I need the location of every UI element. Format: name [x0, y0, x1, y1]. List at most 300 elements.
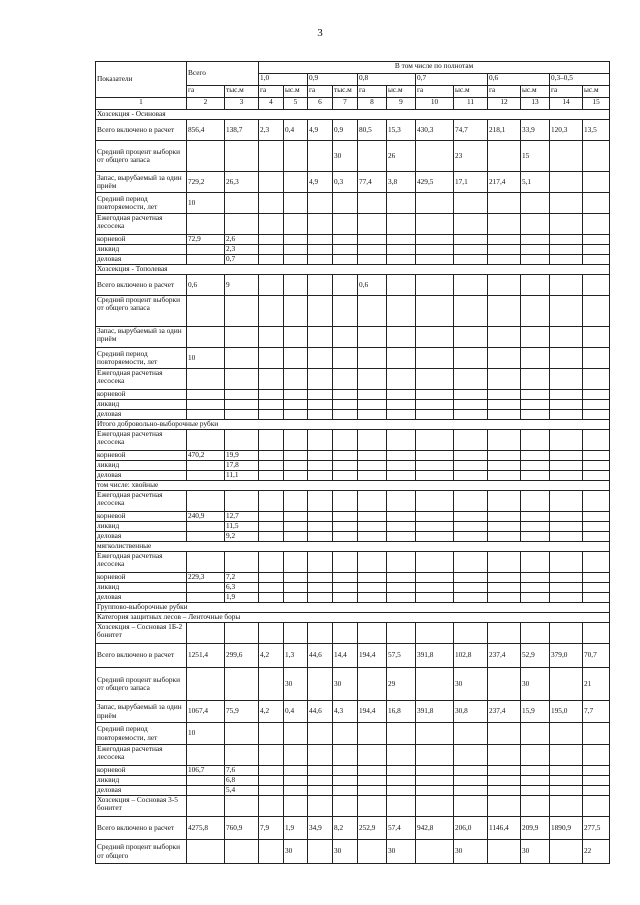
table-cell: [187, 327, 225, 348]
row-label: Ежегодная расчетная лесосека: [96, 430, 187, 451]
row-label: корневой: [96, 390, 187, 400]
table-cell: [387, 583, 416, 593]
table-cell: [416, 214, 454, 235]
table-cell: [333, 532, 358, 542]
table-cell: 195,0: [550, 701, 583, 723]
table-cell: [358, 410, 387, 420]
table-cell: [358, 369, 387, 390]
table-cell: [284, 172, 308, 193]
table-cell: [488, 348, 521, 369]
table-cell: [416, 840, 454, 864]
table-cell: [550, 623, 583, 644]
table-cell: [550, 573, 583, 583]
table-cell: [387, 786, 416, 796]
table-cell: [521, 796, 550, 817]
section-row: [96, 542, 610, 552]
table-cell: [488, 532, 521, 542]
table-cell: [454, 275, 488, 296]
table-cell: [387, 491, 416, 512]
table-cell: [387, 255, 416, 265]
table-cell: [454, 430, 488, 451]
table-cell: [521, 245, 550, 255]
table-cell: 10: [187, 348, 225, 369]
table-cell: [550, 776, 583, 786]
table-cell: [454, 327, 488, 348]
table-cell: [521, 235, 550, 245]
table-cell: [308, 532, 333, 542]
table-cell: [358, 573, 387, 583]
table-cell: [521, 400, 550, 410]
table-cell: [284, 461, 308, 471]
table-cell: [454, 552, 488, 573]
table-cell: [550, 327, 583, 348]
table-cell: [333, 723, 358, 745]
column-number: 4: [259, 98, 284, 110]
table-row: [96, 120, 610, 141]
table-cell: [308, 348, 333, 369]
table-cell: [550, 400, 583, 410]
row-label: деловая: [96, 532, 187, 542]
table-cell: [259, 451, 284, 461]
table-cell: 942,8: [416, 817, 454, 840]
table-cell: [187, 214, 225, 235]
unit-label: ыс.м: [455, 85, 470, 94]
table-cell: 4,2: [259, 701, 284, 723]
table-row: [96, 214, 610, 235]
table-cell: [488, 193, 521, 214]
table-cell: [583, 275, 610, 296]
table-cell: [308, 840, 333, 864]
table-cell: 12,7: [225, 512, 259, 522]
density-group-header: 0,8: [358, 74, 416, 86]
table-cell: [387, 348, 416, 369]
row-label: деловая: [96, 255, 187, 265]
table-cell: 229,3: [187, 573, 225, 583]
table-cell: [550, 451, 583, 461]
row-label: ликвид: [96, 245, 187, 255]
table-cell: 120,3: [550, 120, 583, 141]
table-cell: [488, 491, 521, 512]
table-cell: 80,5: [358, 120, 387, 141]
table-cell: [550, 245, 583, 255]
table-row: [96, 745, 610, 766]
table-cell: [550, 410, 583, 420]
table-cell: [225, 668, 259, 701]
header-incl-by-stand: В том числе по полнотам: [259, 62, 610, 74]
table-cell: 7,7: [583, 701, 610, 723]
table-cell: [187, 552, 225, 573]
table-cell: [454, 245, 488, 255]
column-number: 3: [225, 98, 259, 110]
table-cell: [521, 471, 550, 481]
table-cell: [358, 532, 387, 542]
table-cell: [583, 296, 610, 327]
table-cell: [521, 369, 550, 390]
table-row: [96, 430, 610, 451]
table-cell: [488, 573, 521, 583]
table-cell: [187, 532, 225, 542]
row-label: Ежегодная расчетная лесосека: [96, 369, 187, 390]
table-cell: [358, 327, 387, 348]
table-cell: [333, 327, 358, 348]
table-cell: [187, 491, 225, 512]
column-number: 1: [96, 98, 187, 110]
table-cell: [416, 786, 454, 796]
table-cell: [521, 275, 550, 296]
table-row: [96, 786, 610, 796]
table-cell: [454, 766, 488, 776]
unit-superscript: 3: [351, 85, 355, 88]
table-cell: [521, 723, 550, 745]
table-cell: 2,3: [225, 245, 259, 255]
table-cell: [358, 840, 387, 864]
table-cell: [387, 296, 416, 327]
row-label: корневой: [96, 512, 187, 522]
row-label: ликвид: [96, 400, 187, 410]
table-cell: 19,9: [225, 451, 259, 461]
unit-label: га: [489, 85, 496, 94]
table-cell: 194,4: [358, 644, 387, 668]
table-row: [96, 817, 610, 840]
table-cell: [284, 369, 308, 390]
table-cell: [333, 796, 358, 817]
table-cell: [583, 491, 610, 512]
table-cell: 7,6: [225, 766, 259, 776]
unit-label: га: [260, 85, 267, 94]
row-label: Средний период повторяемости, лет: [96, 348, 187, 369]
unit-label: га: [188, 85, 195, 94]
row-label: ликвид: [96, 776, 187, 786]
table-cell: [333, 491, 358, 512]
table-cell: [454, 410, 488, 420]
table-cell: [333, 745, 358, 766]
table-cell: [333, 593, 358, 603]
table-cell: [488, 296, 521, 327]
row-label: корневой: [96, 766, 187, 776]
table-cell: [259, 593, 284, 603]
table-cell: [284, 471, 308, 481]
table-cell: [550, 786, 583, 796]
table-cell: 70,7: [583, 644, 610, 668]
table-cell: [259, 776, 284, 786]
table-cell: 1146,4: [488, 817, 521, 840]
table-cell: [333, 214, 358, 235]
table-cell: [583, 573, 610, 583]
table-cell: [521, 327, 550, 348]
table-cell: 277,5: [583, 817, 610, 840]
table-cell: [583, 552, 610, 573]
table-cell: [187, 623, 225, 644]
table-cell: 2,3: [259, 120, 284, 141]
table-cell: [259, 786, 284, 796]
table-cell: [187, 296, 225, 327]
table-cell: [521, 214, 550, 235]
table-cell: [521, 766, 550, 776]
table-cell: 1067,4: [187, 701, 225, 723]
table-cell: [583, 172, 610, 193]
table-cell: [308, 461, 333, 471]
table-cell: 30: [284, 668, 308, 701]
table-cell: [583, 400, 610, 410]
unit-header: [333, 86, 358, 98]
table-cell: [416, 745, 454, 766]
table-cell: [521, 193, 550, 214]
table-cell: [521, 512, 550, 522]
table-cell: [284, 766, 308, 776]
table-cell: [521, 552, 550, 573]
table-cell: 57,4: [387, 817, 416, 840]
table-cell: [358, 296, 387, 327]
forest-cutting-table: [95, 61, 610, 864]
unit-header: [358, 86, 387, 98]
table-cell: [416, 776, 454, 786]
table-cell: [187, 245, 225, 255]
table-cell: [416, 296, 454, 327]
table-cell: [187, 461, 225, 471]
column-number: 11: [454, 98, 488, 110]
table-cell: 30: [521, 668, 550, 701]
table-cell: [550, 723, 583, 745]
table-cell: 8,2: [333, 817, 358, 840]
table-cell: [284, 532, 308, 542]
table-cell: [308, 745, 333, 766]
table-cell: [284, 193, 308, 214]
table-cell: [333, 522, 358, 532]
table-row: [96, 583, 610, 593]
row-label: ликвид: [96, 461, 187, 471]
table-row: [96, 512, 610, 522]
unit-label: тыс.м: [226, 85, 244, 94]
table-cell: [187, 745, 225, 766]
table-cell: [488, 593, 521, 603]
column-number: 9: [387, 98, 416, 110]
table-cell: 391,8: [416, 701, 454, 723]
table-cell: [488, 214, 521, 235]
table-cell: [416, 593, 454, 603]
table-cell: 299,6: [225, 644, 259, 668]
column-number: 2: [187, 98, 225, 110]
table-row: [96, 400, 610, 410]
table-cell: [454, 369, 488, 390]
table-cell: [416, 532, 454, 542]
table-cell: [550, 348, 583, 369]
table-body: [96, 110, 610, 864]
row-label: Ежегодная расчетная лесосека: [96, 214, 187, 235]
table-cell: 30: [333, 840, 358, 864]
table-cell: [358, 593, 387, 603]
table-row: [96, 296, 610, 327]
table-cell: [454, 471, 488, 481]
table-cell: [358, 451, 387, 461]
table-cell: 52,9: [521, 644, 550, 668]
table-cell: [259, 840, 284, 864]
table-cell: [488, 451, 521, 461]
table-cell: [225, 745, 259, 766]
table-cell: 30: [284, 840, 308, 864]
table-cell: [284, 275, 308, 296]
table-cell: [416, 275, 454, 296]
table-cell: 72,9: [187, 235, 225, 245]
table-cell: [521, 776, 550, 786]
table-cell: [416, 193, 454, 214]
table-cell: [187, 400, 225, 410]
row-label: деловая: [96, 593, 187, 603]
table-cell: [358, 786, 387, 796]
table-cell: [259, 532, 284, 542]
table-cell: [583, 451, 610, 461]
table-cell: [259, 141, 284, 172]
table-cell: [416, 451, 454, 461]
row-label: Всего включено в расчет: [96, 120, 187, 141]
table-cell: [358, 766, 387, 776]
table-cell: [387, 623, 416, 644]
table-cell: [358, 348, 387, 369]
table-cell: [454, 390, 488, 400]
table-cell: [521, 745, 550, 766]
table-row: [96, 668, 610, 701]
table-cell: [416, 348, 454, 369]
table-cell: [488, 235, 521, 245]
table-cell: [308, 327, 333, 348]
unit-header: [225, 86, 259, 98]
table-cell: [259, 668, 284, 701]
table-cell: [259, 390, 284, 400]
table-cell: [550, 390, 583, 400]
table-cell: [583, 245, 610, 255]
table-cell: [308, 255, 333, 265]
table-cell: [308, 296, 333, 327]
table-cell: 10: [187, 193, 225, 214]
table-cell: [550, 491, 583, 512]
table-cell: [454, 583, 488, 593]
table-cell: [488, 776, 521, 786]
density-group-header: 0,6: [488, 74, 550, 86]
table-row: [96, 796, 610, 817]
table-cell: [488, 745, 521, 766]
table-cell: 856,4: [187, 120, 225, 141]
table-cell: 22: [583, 840, 610, 864]
row-label: Средний процент выборки от общего запаса: [96, 296, 187, 327]
table-cell: [583, 390, 610, 400]
table-row: [96, 348, 610, 369]
table-cell: 7,2: [225, 573, 259, 583]
table-cell: [387, 327, 416, 348]
table-cell: [387, 400, 416, 410]
table-cell: [583, 532, 610, 542]
table-cell: [387, 451, 416, 461]
table-row: [96, 275, 610, 296]
table-cell: [550, 193, 583, 214]
table-cell: [284, 400, 308, 410]
table-cell: [488, 255, 521, 265]
section-row: [96, 603, 610, 613]
table-cell: [550, 471, 583, 481]
table-cell: 379,0: [550, 644, 583, 668]
table-cell: 30: [333, 668, 358, 701]
table-cell: [488, 623, 521, 644]
table-cell: [454, 573, 488, 583]
density-group-header: 0,7: [416, 74, 488, 86]
column-number-row: [96, 98, 610, 110]
table-cell: 30: [333, 141, 358, 172]
table-row: [96, 172, 610, 193]
table-cell: [187, 471, 225, 481]
table-cell: 11,1: [225, 471, 259, 481]
table-cell: [358, 623, 387, 644]
row-label: Средний период повторяемости, лет: [96, 723, 187, 745]
table-cell: [550, 296, 583, 327]
table-cell: [488, 583, 521, 593]
table-cell: [308, 766, 333, 776]
table-cell: 13,5: [583, 120, 610, 141]
row-label: Хозсекция – Сосновая 3-5 бонитет: [96, 796, 187, 817]
table-row: [96, 644, 610, 668]
column-number: 12: [488, 98, 521, 110]
table-cell: 16,8: [387, 701, 416, 723]
table-cell: [521, 430, 550, 451]
table-cell: [416, 583, 454, 593]
table-cell: [187, 141, 225, 172]
table-cell: [284, 327, 308, 348]
table-cell: [454, 593, 488, 603]
table-cell: [454, 193, 488, 214]
table-cell: [387, 522, 416, 532]
column-number: 14: [550, 98, 583, 110]
table-cell: [308, 796, 333, 817]
table-cell: [387, 410, 416, 420]
table-cell: [521, 583, 550, 593]
table-cell: [583, 348, 610, 369]
table-cell: [521, 410, 550, 420]
table-cell: [550, 745, 583, 766]
table-cell: [454, 745, 488, 766]
table-cell: 34,9: [308, 817, 333, 840]
table-cell: [387, 776, 416, 786]
table-cell: [387, 235, 416, 245]
table-cell: [358, 461, 387, 471]
table-cell: [333, 451, 358, 461]
table-row: [96, 701, 610, 723]
table-cell: [416, 796, 454, 817]
table-cell: [454, 522, 488, 532]
section-label: мягколиственные: [96, 542, 610, 552]
table-cell: [225, 327, 259, 348]
table-cell: [488, 245, 521, 255]
table-cell: [308, 593, 333, 603]
table-cell: [333, 348, 358, 369]
table-cell: [284, 296, 308, 327]
table-cell: [583, 193, 610, 214]
table-cell: [308, 193, 333, 214]
table-cell: [387, 214, 416, 235]
column-number: 10: [416, 98, 454, 110]
table-cell: 1,9: [225, 593, 259, 603]
row-label: деловая: [96, 786, 187, 796]
table-cell: 0,7: [225, 255, 259, 265]
table-cell: [454, 461, 488, 471]
column-number: 15: [583, 98, 610, 110]
table-cell: [416, 491, 454, 512]
table-cell: [488, 430, 521, 451]
table-cell: [333, 552, 358, 573]
table-cell: 9,2: [225, 532, 259, 542]
table-cell: [225, 430, 259, 451]
table-cell: [358, 400, 387, 410]
table-cell: [308, 512, 333, 522]
table-cell: [521, 532, 550, 542]
table-cell: [284, 583, 308, 593]
table-cell: [416, 235, 454, 245]
